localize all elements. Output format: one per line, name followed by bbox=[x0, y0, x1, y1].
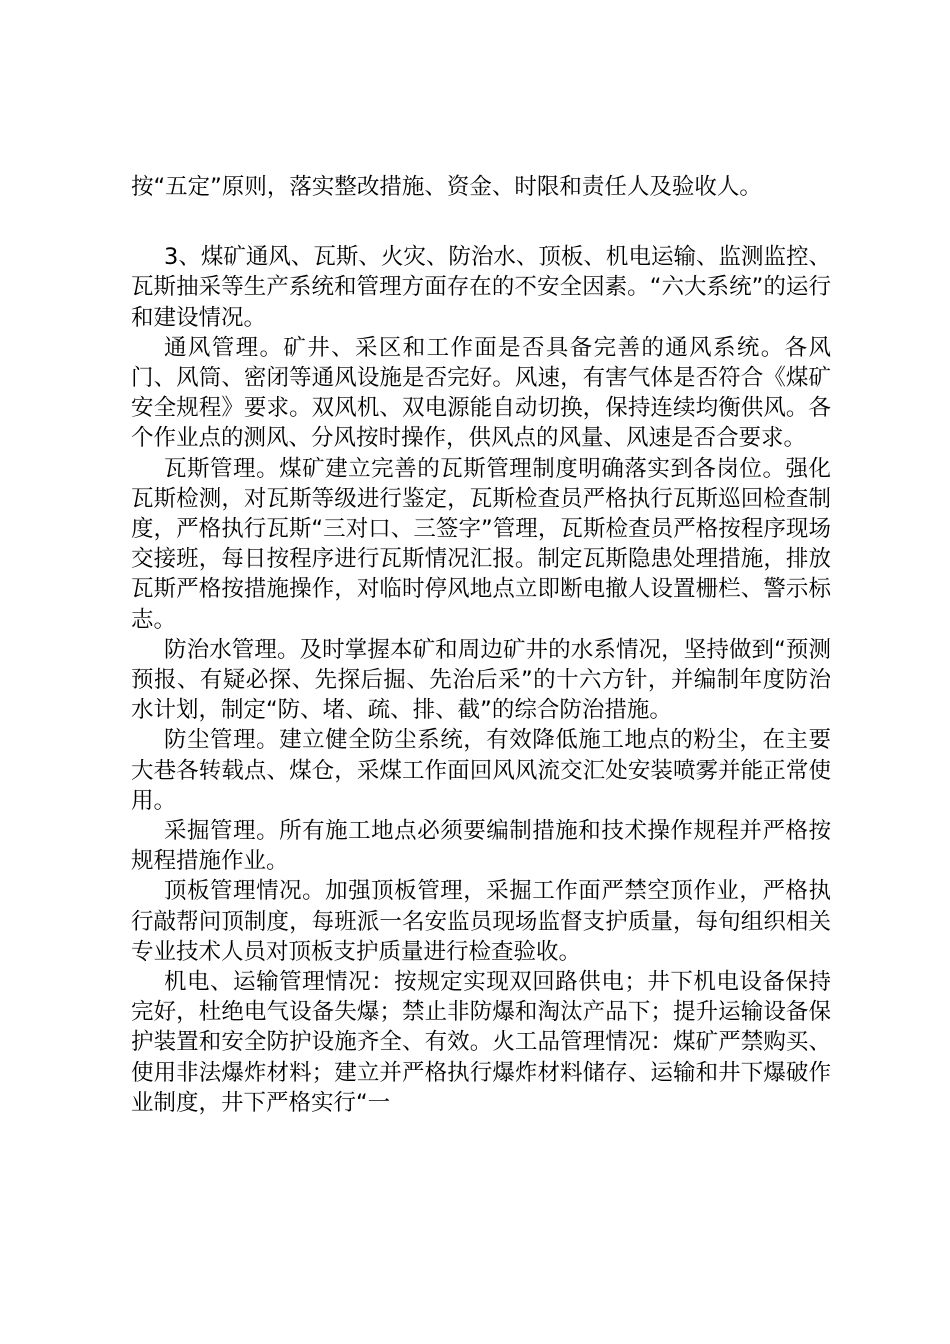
paragraph-electromechanical-transport: 机电、运输管理情况：按规定实现双回路供电；井下机电设备保持完好，杜绝电气设备失爆；禁止非防爆和淘汰产品下；提升运输设备保护装置和安全防护设施齐全、有效。火工品管理情况：煤矿严禁购买、使用非法爆炸材料；建立并严格执行爆炸材料储存、运输和井下爆破作业制度，井下严格实行“一 bbox=[131, 969, 831, 1116]
paragraph-dust-management: 防尘管理。建立健全防尘系统，有效降低施工地点的粉尘，在主要大巷各转载点、煤仓，采煤工作面回风风流交汇处安装喷雾并能正常使用。 bbox=[131, 727, 831, 814]
paragraph-gap bbox=[131, 202, 831, 242]
paragraph-mining-management: 采掘管理。所有施工地点必须要编制措施和技术操作规程并严格按规程措施作业。 bbox=[131, 818, 831, 875]
paragraph-roof-management: 顶板管理情况。加强顶板管理，采掘工作面严禁空顶作业，严格执行敲帮问顶制度，每班派一名安监员现场监督支护质量，每旬组织相关专业技术人员对顶板支护质量进行检查验收。 bbox=[131, 878, 831, 965]
paragraph-production-systems: 3、煤矿通风、瓦斯、火灾、防治水、顶板、机电运输、监测监控、瓦斯抽采等生产系统和管理方面存在的不安全因素。“六大系统”的运行和建设情况。 bbox=[131, 244, 831, 331]
paragraph-gas-management: 瓦斯管理。煤矿建立完善的瓦斯管理制度明确落实到各岗位。强化瓦斯检测，对瓦斯等级进行鉴定，瓦斯检查员严格执行瓦斯巡回检查制度，严格执行瓦斯“三对口、三签字”管理，瓦斯检查员严格按程序现场交接班，每日按程序进行瓦斯情况汇报。制定瓦斯隐患处理措施，排放瓦斯严格按措施操作，对临时停风地点立即断电撤人设置栅栏、警示标志。 bbox=[131, 455, 831, 633]
paragraph-water-control-management: 防治水管理。及时掌握本矿和周边矿井的水系情况，坚持做到“预测预报、有疑必探、先探后掘、先治后采”的十六方针，并编制年度防治水计划，制定“防、堵、疏、排、截”的综合防治措施。 bbox=[131, 636, 831, 724]
document-body bbox=[131, 172, 831, 1118]
paragraph-ventilation-management: 通风管理。矿井、采区和工作面是否具备完善的通风系统。各风门、风筒、密闭等通风设施是否完好。风速，有害气体是否符合《煤矿安全规程》要求。双风机、双电源能自动切换，保持连续均衡供风。各个作业点的测风、分风按时操作，供风点的风量、风速是否合要求。 bbox=[131, 334, 831, 452]
paragraph-rectification-principle: 按“五定”原则，落实整改措施、资金、时限和责任人及验收人。 bbox=[131, 174, 762, 200]
